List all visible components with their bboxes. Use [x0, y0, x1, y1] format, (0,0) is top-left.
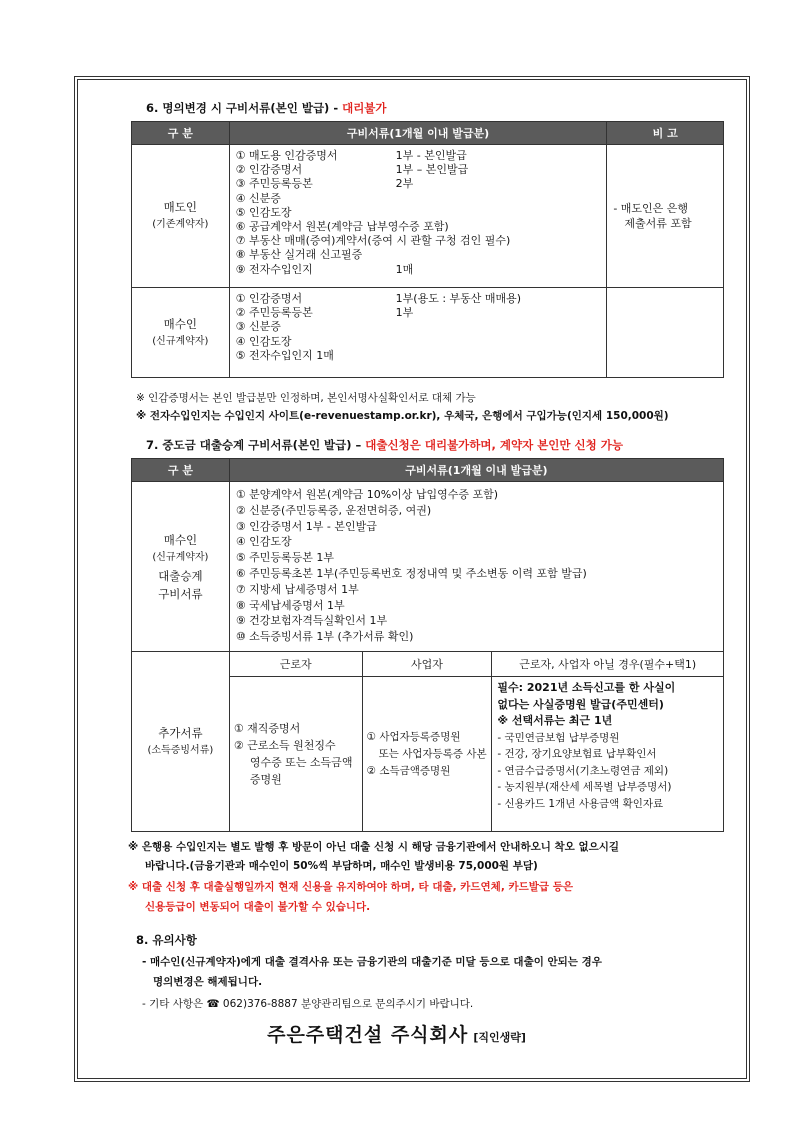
document-item: ⑧ 부동산 실거래 신고필증 [235, 248, 363, 262]
loan-document-item: ③ 인감증명서 1부 - 본인발급 [235, 519, 377, 533]
document-item: ② 주민등록등본 1부 [235, 306, 414, 320]
section-7-title: 7. 중도금 대출승계 구비서류(본인 발급) – 대출신청은 대리불가하며, 계약자 본인만 신청 가능 [146, 438, 623, 452]
section-6-table [131, 121, 724, 378]
loan-document-item: ⑦ 지방세 납세증명서 1부 [235, 582, 359, 596]
section-8-title: 8. 유의사항 [136, 933, 197, 947]
document-item: ⑤ 전자수입인지 1매 [235, 348, 334, 362]
document-item: ① 매도용 인감증명서 1부 - 본인발급 [235, 149, 467, 162]
company-signature [0, 1020, 793, 1047]
sec8-line-1: - 매수인(신규계약자)에게 대출 결격사유 또는 금융기관의 대출기준 미달 등으로 대출이 안되는 경우 [142, 956, 602, 968]
company-name: 주은주택건설 주식회사 [267, 1024, 469, 1046]
loan-document-item: ④ 인감도장 [235, 535, 292, 549]
section-6-title: 6. 명의변경 시 구비서류(본인 발급) - 대리불가 [146, 101, 387, 115]
sec8-line-2: 명의변경은 해제됩니다. [153, 976, 263, 988]
col-worker: 근로자 [229, 652, 362, 677]
document-item: ③ 신분증 [235, 320, 281, 334]
sec7-note-bank-1: ※ 은행용 수입인지는 별도 발행 후 방문이 아닌 대출 신청 시 해당 금융기관에서 안내하오니 착오 없으시길 [128, 841, 620, 853]
header-documents: 구비서류(1개월 이내 발급분) [229, 122, 607, 145]
document-item: ④ 인감도장 [235, 334, 292, 348]
document-item: ⑨ 전자수입인지 1매 [235, 262, 414, 276]
header-remarks: 비 고 [607, 122, 724, 145]
buyer-remarks [607, 288, 724, 378]
seller-documents [229, 145, 607, 288]
sec7-note-bank-2: 바랍니다.(금융기관과 매수인이 50%씩 부담하며, 매수인 발생비용 75,000원 부담) [145, 860, 538, 872]
loan-document-item: ⑨ 건강보험자격득실확인서 1부 [235, 614, 388, 628]
col-other: 근로자, 사업자 아닐 경우(필수+택1) [492, 652, 724, 677]
worker-documents: ① 재직증명서 ② 근로소득 원천징수 영수증 또는 소득금액 증명원 [229, 677, 362, 832]
section-7-table [131, 458, 724, 832]
loan-buyer-documents [229, 482, 723, 652]
document-item: ① 인감증명서 1부(용도 : 부동산 매매용) [235, 292, 522, 305]
sec7-note-credit-1: ※ 대출 신청 후 대출실행일까지 현재 신용을 유지하여야 하며, 타 대출, 카드연체, 카드발급 등은 [128, 881, 573, 893]
loan-document-item: ⑥ 주민등록초본 1부(주민등록번호 정정내역 및 주소변동 이력 포함 발급) [235, 566, 587, 580]
seller-category: 매도인 (기존계약자) [132, 145, 230, 288]
loan-document-item: ① 분양계약서 원본(계약금 10%이상 납입영수증 포함) [235, 488, 499, 501]
extra-category: 추가서류 (소득증빙서류) [132, 652, 230, 832]
business-documents: ① 사업자등록증명원 또는 사업자등록증 사본 ② 소득금액증명원 [362, 677, 492, 832]
loan-document-item: ② 신분증(주민등록증, 운전면허증, 여권) [235, 503, 432, 517]
document-item: ⑤ 인감도장 [235, 205, 292, 219]
sec6-note-stamp: ※ 전자수입인지는 수입인지 사이트(e-revenuestamp.or.kr), 우체국, 은행에서 구입가능(인지세 150,000원) [136, 410, 669, 422]
seal-note: [직인생략] [473, 1031, 526, 1044]
loan-document-item: ⑧ 국세납세증명서 1부 [235, 598, 345, 612]
sec6-note-seal: ※ 인감증명서는 본인 발급분만 인정하며, 본인서명사실확인서로 대체 가능 [136, 392, 476, 404]
document-item: ③ 주민등록등본 2부 [235, 177, 414, 191]
loan-document-item: ⑩ 소득증빙서류 1부 (추가서류 확인) [235, 630, 414, 644]
header-category-7: 구 분 [132, 459, 230, 482]
buyer-documents [229, 288, 607, 378]
seller-remarks: - 매도인은 은행 제출서류 포함 [607, 145, 724, 288]
loan-document-item: ⑤ 주민등록등본 1부 [235, 551, 335, 565]
sec8-line-3: - 기타 사항은 ☎ 062)376-8887 분양관리팀으로 문의주시기 바랍니다. [142, 998, 474, 1010]
sec7-note-credit-2: 신용등급이 변동되어 대출이 불가할 수 있습니다. [145, 901, 371, 913]
buyer-category: 매수인 (신규계약자) [132, 288, 230, 378]
document-item: ④ 신분증 [235, 191, 281, 205]
col-business: 사업자 [362, 652, 492, 677]
loan-buyer-category: 매수인 (신규계약자) 대출승계 구비서류 [132, 482, 230, 652]
document-item: ② 인감증명서 1부 – 본인발급 [235, 163, 469, 177]
other-documents: 필수: 2021년 소득신고를 한 사실이 없다는 사실증명원 발급(주민센터) ※ 선택서류는 최근 1년 - 국민연금보험 납부증명원 - 건강, 장기요양보험료 납부확인서 - 연금수급증명서(기초노령연금 제외) - 농지원부(재산세 세목별 납부증명서) - 신용카드 1개년 사용금액 확인자료 [492, 677, 724, 832]
document-item: ⑦ 부동산 매매(증여)계약서(증여 시 관할 구청 검인 필수) [235, 234, 511, 248]
document-item: ⑥ 공급계약서 원본(계약금 납부영수증 포함) [235, 220, 449, 234]
header-category: 구 분 [132, 122, 230, 145]
header-documents-7: 구비서류(1개월 이내 발급분) [229, 459, 723, 482]
